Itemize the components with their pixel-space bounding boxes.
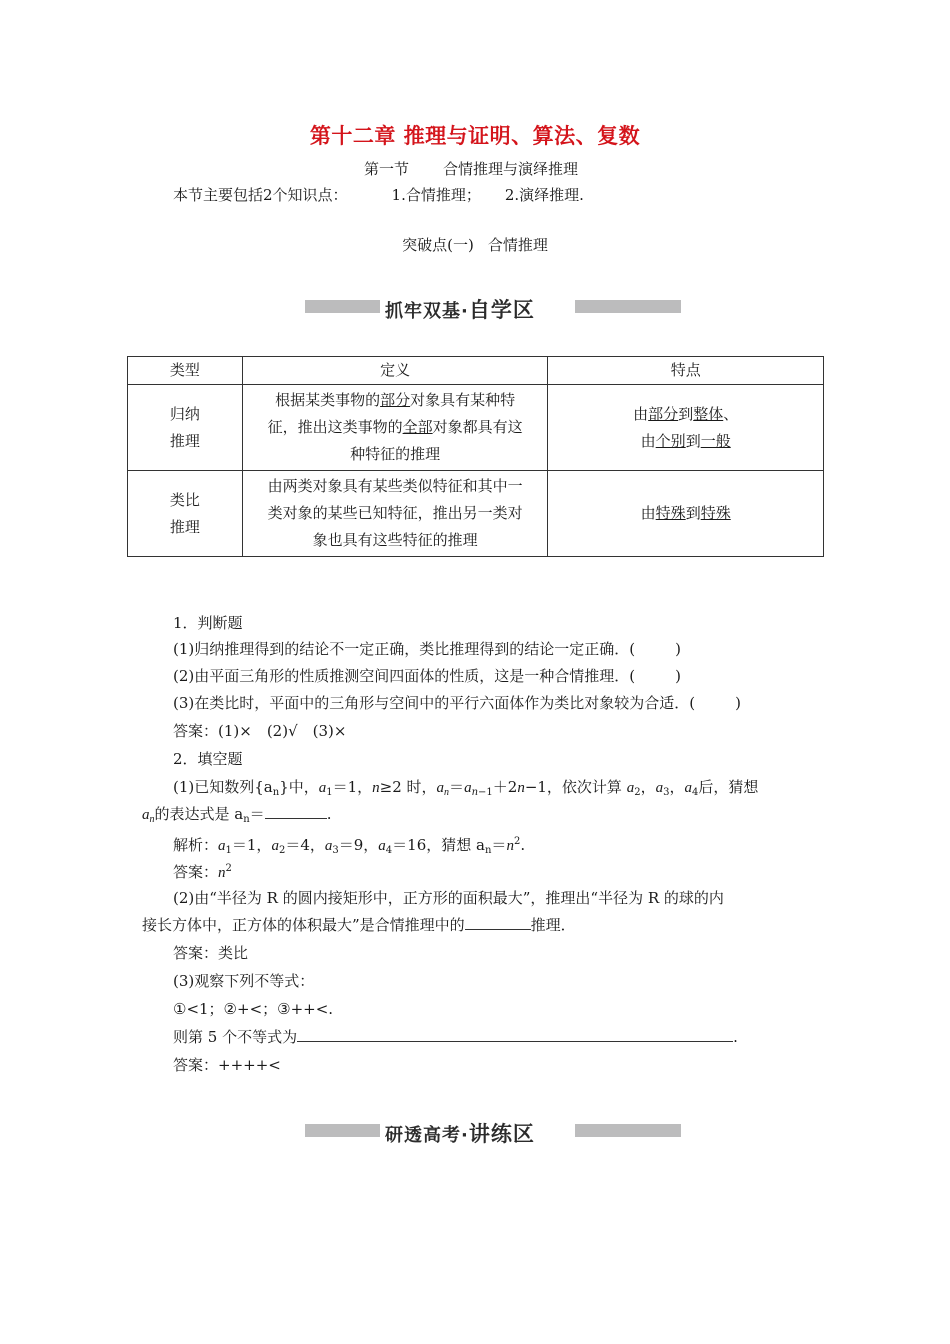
banner-bar-right [575, 1124, 681, 1137]
feature-cell: 由特殊到特殊 [548, 471, 824, 557]
table-row [128, 471, 824, 557]
q2-1-analysis: 解析：$a_1=1$，$a_2=4$，$a_3=9$，$a_4=16$，猜想 $a_n=n^2$. [173, 836, 526, 856]
intro-prefix: 本节主要包括2个知识点： [173, 186, 348, 204]
q1-item-3: (3)在类比时，平面中的三角形与空间中的平行六面体作为类比对象较为合适．( ) [173, 694, 741, 712]
q1-title: 1．判断题 [173, 614, 243, 632]
section-label: 第一节 [364, 160, 410, 178]
header-feature: 特点 [548, 357, 824, 385]
q2-3-ask: 则第 5 个不等式为 . [173, 1028, 738, 1046]
q2-2-stem-cont: 接长方体中，正方体的体积最大”是合情推理中的 推理． [142, 916, 576, 934]
q2-1-stem-cont: $a_n$的表达式是 $a_n=$ . [142, 805, 332, 825]
feature-cell: 由部分到整体、 由个别到一般 [548, 385, 824, 471]
q2-2-answer: 答案：类比 [173, 944, 249, 962]
section-name: 合情推理与演绎推理 [443, 160, 579, 178]
table-row [128, 385, 824, 471]
breakpoint-label: 突破点(一) [402, 236, 474, 254]
intro-point-1: 1.合情推理； [391, 186, 481, 204]
exam-practice-banner [305, 1118, 681, 1146]
q1-item-2: (2)由平面三角形的性质推测空间四面体的性质，这是一种合情推理．( ) [173, 667, 681, 685]
breakpoint-name: 合情推理 [487, 236, 548, 254]
banner-bar-left [305, 1124, 380, 1137]
header-type: 类型 [128, 357, 243, 385]
q2-1-answer: 答案：$n^2$ [173, 863, 232, 881]
section-intro [173, 184, 584, 205]
section-title [364, 158, 578, 179]
q2-2-stem: (2)由“半径为 R 的圆内接矩形中，正方形的面积最大”，推理出“半径为 R 的球的内 [173, 889, 724, 907]
definition-cell: 根据某类事物的部分对象具有某种特 征，推出这类事物的全部对象都具有这 种特征的推理 [242, 385, 548, 471]
self-study-banner [305, 294, 681, 322]
type-cell: 归纳 推理 [128, 385, 243, 471]
definition-cell: 由两类对象具有某些类似特征和其中一 类对象的某些已知特征，推出另一类对 象也具有这些特征的推理 [242, 471, 548, 557]
q2-3-title: (3)观察下列不等式： [173, 972, 315, 990]
banner-text: 研透高考·讲练区 [385, 1122, 535, 1146]
intro-point-2: 2.演绎推理. [504, 186, 584, 204]
banner-text: 抓牢双基·自学区 [385, 298, 535, 322]
header-definition: 定义 [242, 357, 548, 385]
q1-answer: 答案：(1)× (2)√ (3)× [173, 722, 347, 740]
breakpoint-heading [0, 234, 950, 255]
type-cell: 类比 推理 [128, 471, 243, 557]
q2-3-list: ①<1；②+<；③++<. [173, 1000, 334, 1018]
chapter-title: 第十二章 推理与证明、算法、复数 [309, 123, 641, 148]
banner-bar-right [575, 300, 681, 313]
reasoning-table [127, 356, 824, 557]
q2-title: 2．填空题 [173, 750, 243, 768]
table-header-row [128, 357, 824, 385]
q2-3-answer: 答案：++++< [173, 1056, 281, 1074]
q1-item-1: (1)归纳推理得到的结论不一定正确，类比推理得到的结论一定正确．( ) [173, 640, 681, 658]
banner-bar-left [305, 300, 380, 313]
q2-1-stem: (1)已知数列$\{a_n\}$中，$a_1=1$，n≥2 时，$a_n=a_{n-1}+2n-1$，依次计算 $a_2$，$a_3$，$a_4$后，猜想 [173, 778, 759, 798]
